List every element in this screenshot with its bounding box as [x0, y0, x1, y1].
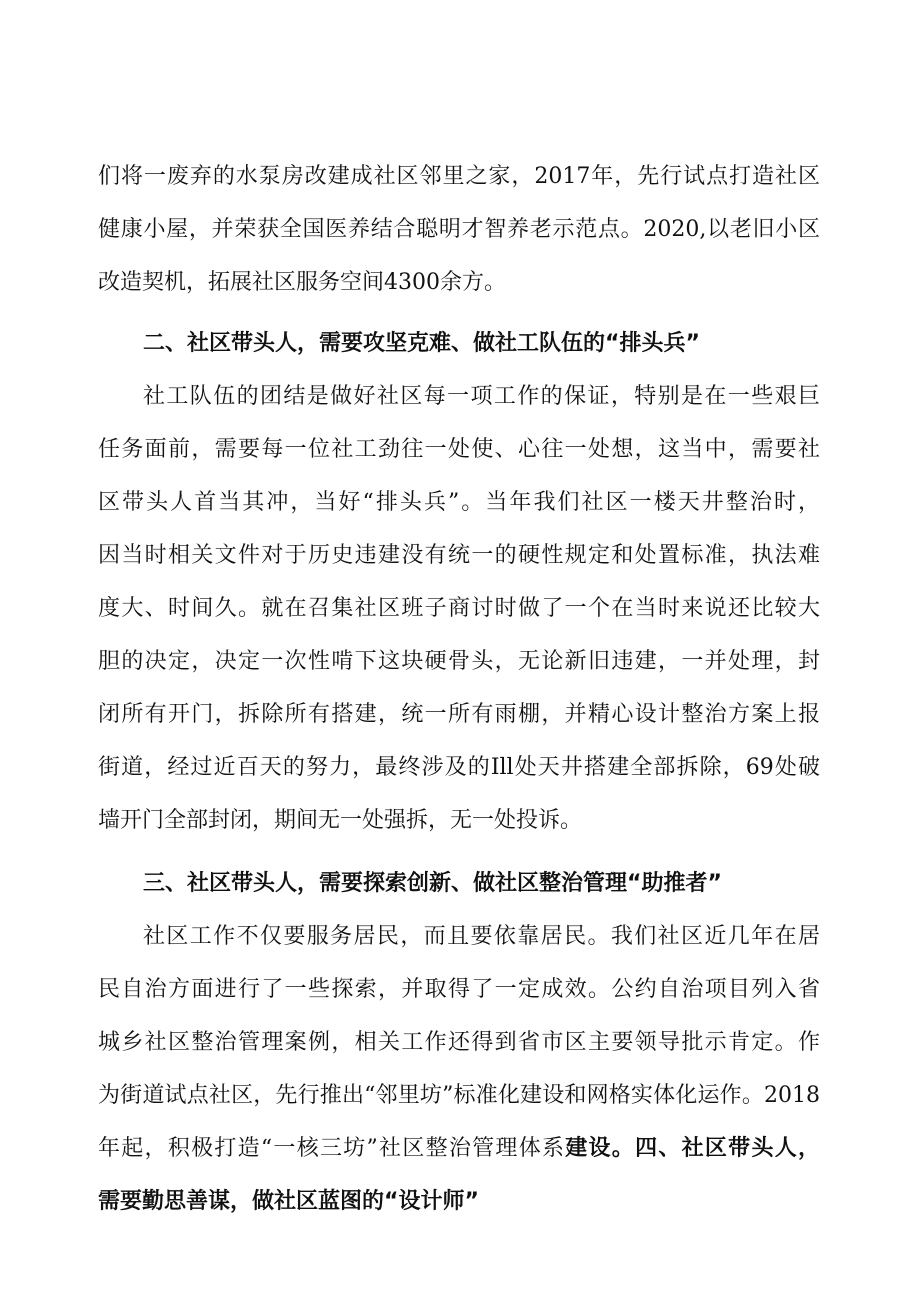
paragraph-1-line-1: 们将一废弃的水泵房改建成社区邻里之家，2017年，先行试点打造社区: [98, 164, 820, 189]
paragraph-2-line-3: 区带头人首当其冲，当好“排头兵”。当年我们社区一楼天井整治时，: [98, 490, 820, 515]
paragraph-1-line-3: 改造契机，拓展社区服务空间4300余方。: [98, 270, 506, 295]
paragraph-2: [98, 370, 820, 847]
document-page: [98, 150, 820, 1228]
paragraph-1-line-2: 健康小屋，并荣获全国医养结合聪明才智养老示范点。2020,以老旧小区: [98, 217, 820, 242]
paragraph-2-line-8: 街道，经过近百天的努力，最终涉及的Ill处天井搭建全部拆除，69处破: [98, 755, 820, 780]
paragraph-2-line-7: 闭所有开门，拆除所有搭建，统一所有雨棚，并精心设计整治方案上报: [98, 702, 820, 727]
section-heading-2: 二、社区带头人，需要攻坚克难、做社工队伍的“排头兵”: [143, 331, 700, 356]
paragraph-3-line-1: 社区工作不仅要服务居民，而且要依靠居民。我们社区近几年在居: [143, 924, 820, 949]
paragraph-3-line-5: [98, 1122, 820, 1175]
paragraph-2-line-5: 度大、时间久。就在召集社区班子商讨时做了一个在当时来说还比较大: [98, 596, 820, 621]
paragraph-1: [98, 150, 820, 309]
section-heading-3: 三、社区带头人，需要探索创新、做社区整治管理“助推者”: [143, 871, 722, 896]
paragraph-3-line-5-plain: 年起，积极打造“一核三坊”社区整治管理体系: [98, 1136, 566, 1161]
section-heading-4-end: 需要勤思善谋，做社区蓝图的“设计师”: [98, 1189, 479, 1214]
paragraph-2-line-6: 胆的决定，决定一次性啃下这块硬骨头，无论新旧违建，一并处理，封: [98, 649, 820, 674]
paragraph-3-line-4: 为街道试点社区，先行推出“邻里坊”标准化建设和网格实体化运作。2018: [98, 1083, 820, 1108]
paragraph-2-line-4: 因当时相关文件对于历史违建没有统一的硬性规定和处置标准，执法难: [98, 543, 820, 568]
paragraph-3-line-2: 民自治方面进行了一些探索，并取得了一定成效。公约自治项目列入省: [98, 977, 820, 1002]
paragraph-2-line-1: 社工队伍的团结是做好社区每一项工作的保证，特别是在一些艰巨: [143, 384, 820, 409]
paragraph-2-line-2: 任务面前，需要每一位社工劲往一处使、心往一处想，这当中，需要社: [98, 437, 820, 462]
paragraph-3: [98, 910, 820, 1228]
paragraph-2-line-9: 墙开门全部封闭，期间无一处强拆，无一处投诉。: [98, 808, 583, 833]
paragraph-3-line-3: 城乡社区整治管理案例，相关工作还得到省市区主要领导批示肯定。作: [98, 1030, 820, 1055]
section-heading-4-start: 建设。四、社区带头人，: [565, 1136, 820, 1161]
